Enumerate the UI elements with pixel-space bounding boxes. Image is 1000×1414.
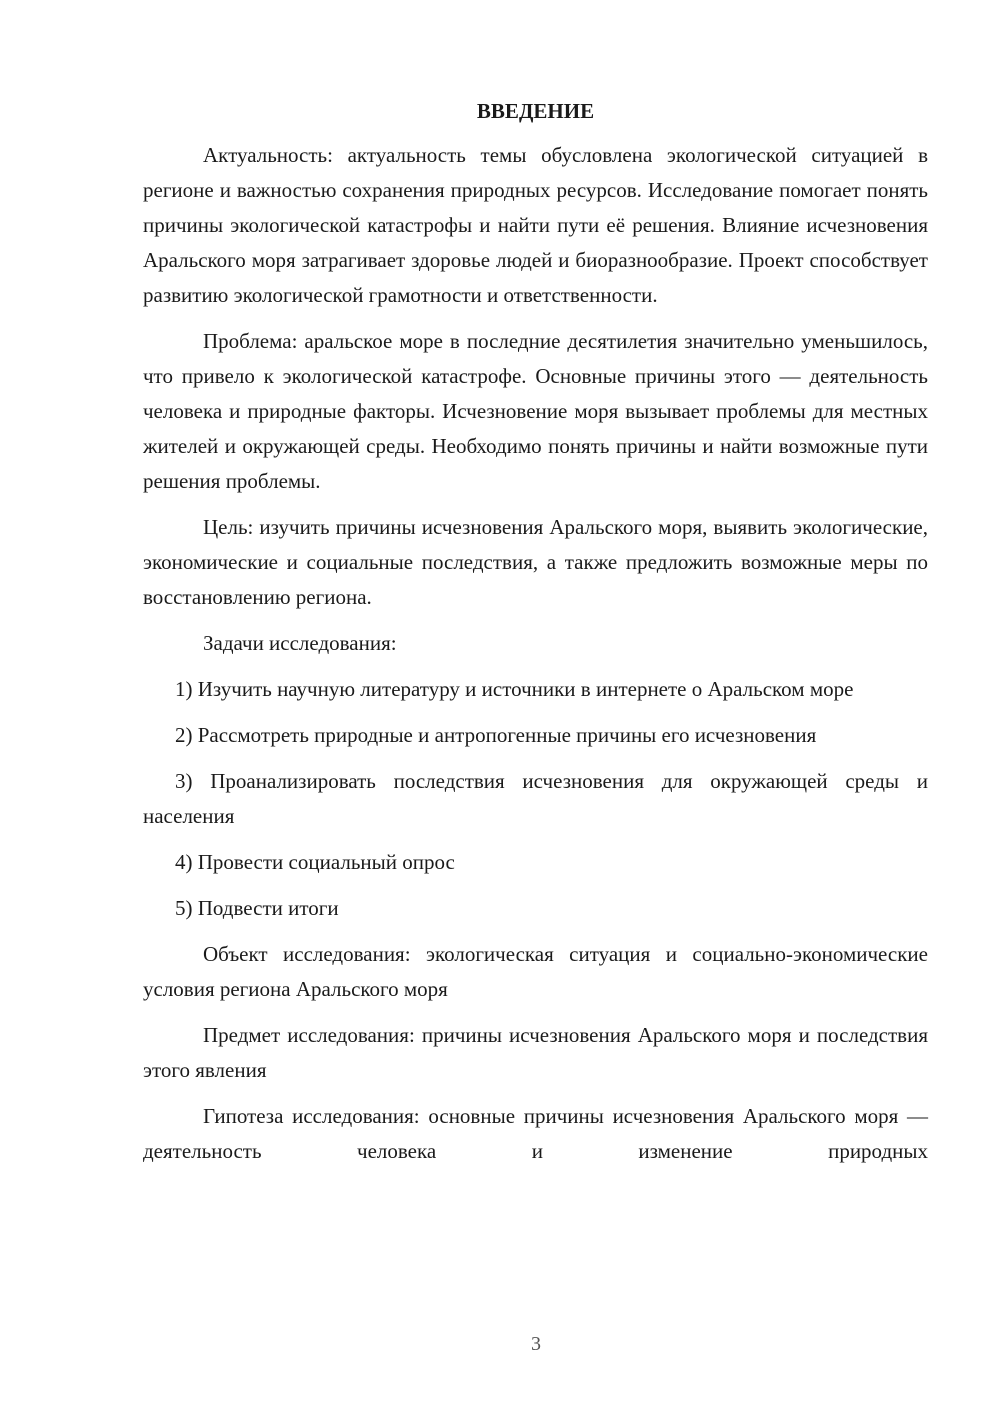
paragraph-problem: Проблема: аральское море в последние десятилетия значительно уменьшилось, что привело к экологической катастрофе. Основные причины этого — деятельность человека и природные факторы. Исчезновение моря вызывает проблемы для местных жителей и окружающей среды. Необходимо понять причины и найти возможные пути решения проблемы. (143, 329, 928, 493)
paragraph-subject: Предмет исследования: причины исчезновения Аральского моря и последствия этого явления (143, 1023, 928, 1082)
task-item-5: 5) Подвести итоги (175, 896, 339, 920)
paragraph-object: Объект исследования: экологическая ситуация и социально-экономические условия региона Аральского моря (143, 942, 928, 1001)
paragraph-relevance: Актуальность: актуальность темы обусловлена экологической ситуацией в регионе и важностью сохранения природных ресурсов. Исследование помогает понять причины экологической катастрофы и найти пути её решения. Влияние исчезновения Аральского моря затрагивает здоровье людей и биоразнообразие. Проект способствует развитию экологической грамотности и ответственности. (143, 143, 928, 307)
task-item-3: 3) Проанализировать последствия исчезновения для окружающей среды и населения (143, 769, 928, 828)
task-item-4: 4) Провести социальный опрос (175, 850, 455, 874)
paragraph-hypothesis: Гипотеза исследования: основные причины исчезновения Аральского моря — деятельность человека и изменение природных (143, 1104, 928, 1163)
task-item-1: 1) Изучить научную литературу и источники в интернете о Аральском море (175, 677, 854, 701)
section-heading: ВВЕДЕНИЕ (476, 99, 595, 123)
tasks-title: Задачи исследования: (203, 631, 397, 655)
document-page (143, 94, 928, 1169)
task-item-2: 2) Рассмотреть природные и антропогенные причины его исчезновения (175, 723, 817, 747)
page-number: 3 (531, 1333, 541, 1355)
paragraph-goal: Цель: изучить причины исчезновения Аральского моря, выявить экологические, экономические и социальные последствия, а также предложить возможные меры по восстановлению региона. (143, 515, 928, 609)
